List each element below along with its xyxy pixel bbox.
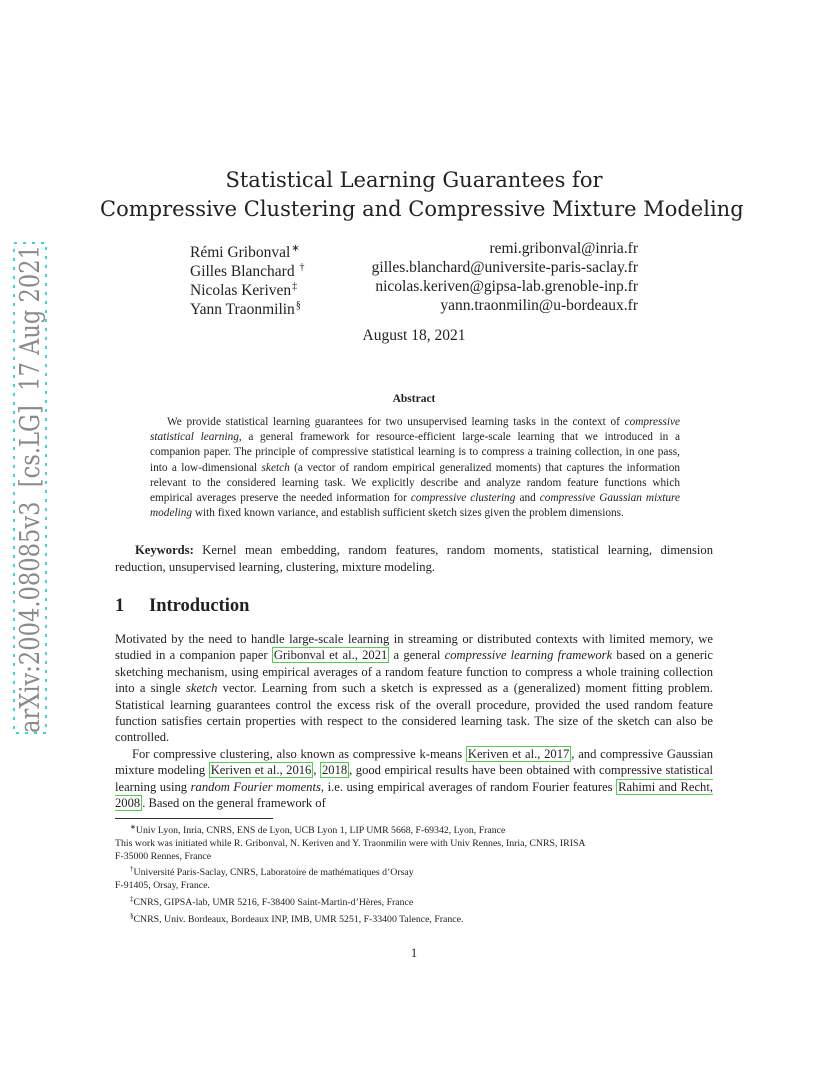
citation-link[interactable]: Keriven et al., 2016	[210, 763, 312, 778]
page-number: 1	[410, 946, 418, 960]
abstract-heading: Abstract	[392, 393, 436, 405]
author-name: Yann Traonmilin§	[190, 300, 301, 318]
footnote: §CNRS, Univ. Bordeaux, Bordeaux INP, IMB, UMR 5251, F-33400 Talence, France.	[130, 911, 464, 925]
footnote-mark: ∗	[291, 243, 300, 254]
author-row	[190, 258, 638, 280]
paragraph: Motivated by the need to handle large-scale learning in streaming or distributed contexts with limited memory, we studied in a companion paper Gribonval et al., 2021 a general compressive learning framework based on a generic sketching mechanism, using empirical averages of a random feature function to compress a whole training collection into a single sketch vector. Learning from such a sketch is expressed as a (generalized) moment fitting problem. Statistical learning guarantees control the excess risk of the overall procedure, provided the used random feature function satisfies certain properties with respect to the considered learning task. The size of the sketch can also be controlled.	[115, 632, 714, 745]
author-name: Rémi Gribonval∗	[190, 243, 300, 261]
paper-title	[100, 166, 744, 224]
footnote-mark: ‡	[292, 281, 298, 292]
keywords-label: Keywords:	[135, 543, 194, 557]
author-email[interactable]: gilles.blanchard@universite-paris-saclay.fr	[371, 259, 638, 276]
author-email[interactable]: yann.traonmilin@u-bordeaux.fr	[440, 297, 638, 314]
keywords-text: Kernel mean embedding, random features, random moments, statistical learning, dimension reduction, unsupervised learning, clustering, mixture modeling.	[115, 543, 713, 574]
author-name: Nicolas Keriven‡	[190, 281, 298, 299]
intro-text	[115, 631, 713, 811]
footnotes	[115, 821, 713, 927]
footnote: F-91405, Orsay, France.	[115, 880, 210, 892]
author-block	[190, 239, 638, 318]
author-row	[190, 277, 638, 299]
footnote: ∗Univ Lyon, Inria, CNRS, ENS de Lyon, UCB Lyon 1, LIP UMR 5668, F-69342, Lyon, France	[130, 823, 506, 836]
citation-link[interactable]: 2018	[321, 763, 348, 778]
author-email[interactable]: nicolas.keriven@gipsa-lab.grenoble-inp.fr	[375, 278, 638, 295]
abstract-text: We provide statistical learning guarantees for two unsupervised learning tasks in the context of compressive statistical learning, a general framework for resource-efficient large-scale learning that we introduced in a companion paper. The principle of compressive statistical learning is to compress a training collection, in one pass, into a low-dimensional sketch (a vector of random empirical generalized moments) that captures the information relevant to the considered learning task. We explicitly describe and analyze random feature functions which empirical averages preserve the needed information for compressive clustering and compressive Gaussian mixture modeling with fixed known variance, and establish sufficient sketch sizes given the problem dimensions.	[150, 416, 681, 520]
citation-link[interactable]: Gribonval et al., 2021	[273, 648, 388, 663]
footnote: This work was initiated while R. Gribonval, N. Keriven and Y. Traonmilin were with Univ Rennes, Inria, CNRS, IRISA	[115, 837, 586, 849]
citation-link[interactable]: Keriven et al., 2017	[467, 746, 570, 761]
footnote: ‡CNRS, GIPSA-lab, UMR 5216, F-38400 Saint-Martin-d’Hères, France	[130, 894, 414, 908]
footnote-divider	[115, 818, 273, 819]
footnote: †Université Paris-Saclay, CNRS, Laboratoire de mathématiques d’Orsay	[130, 865, 414, 879]
arxiv-id[interactable]: arXiv:2004.08085v3 [cs.LG] 17 Aug 2021	[15, 149, 46, 733]
author-row	[190, 239, 638, 261]
author-name: Gilles Blanchard †	[190, 262, 305, 280]
paper-date: August 18, 2021	[362, 327, 466, 344]
section-number: 1	[115, 596, 125, 616]
keywords	[115, 542, 713, 576]
author-row	[190, 296, 638, 318]
title-line-2: Compressive Clustering and Compressive Mixture Modeling	[100, 197, 744, 221]
footnote-mark: †	[299, 262, 305, 273]
section-title: Introduction	[149, 596, 250, 616]
paragraph: For compressive clustering, also known as compressive k-means Keriven et al., 2017 , and compressive Gaussian mixture modeling Keriven et al., 2016 , 2018 , good empirical results have been obtained with compressive statistical learning using random Fourier moments, i.e. using empirical averages of random Fourier features Rahimi and Recht, 2008 . Based on the general framework of	[115, 746, 714, 811]
title-line-1: Statistical Learning Guarantees for	[225, 168, 603, 192]
footnote-mark: §	[295, 300, 301, 311]
arxiv-stamp	[0, 0, 76, 1072]
footnote: F-35000 Rennes, France	[115, 850, 212, 862]
author-email[interactable]: remi.gribonval@inria.fr	[489, 240, 638, 257]
citation-link[interactable]: Rahimi and Recht, 2008	[115, 779, 714, 811]
section-heading	[115, 596, 249, 617]
